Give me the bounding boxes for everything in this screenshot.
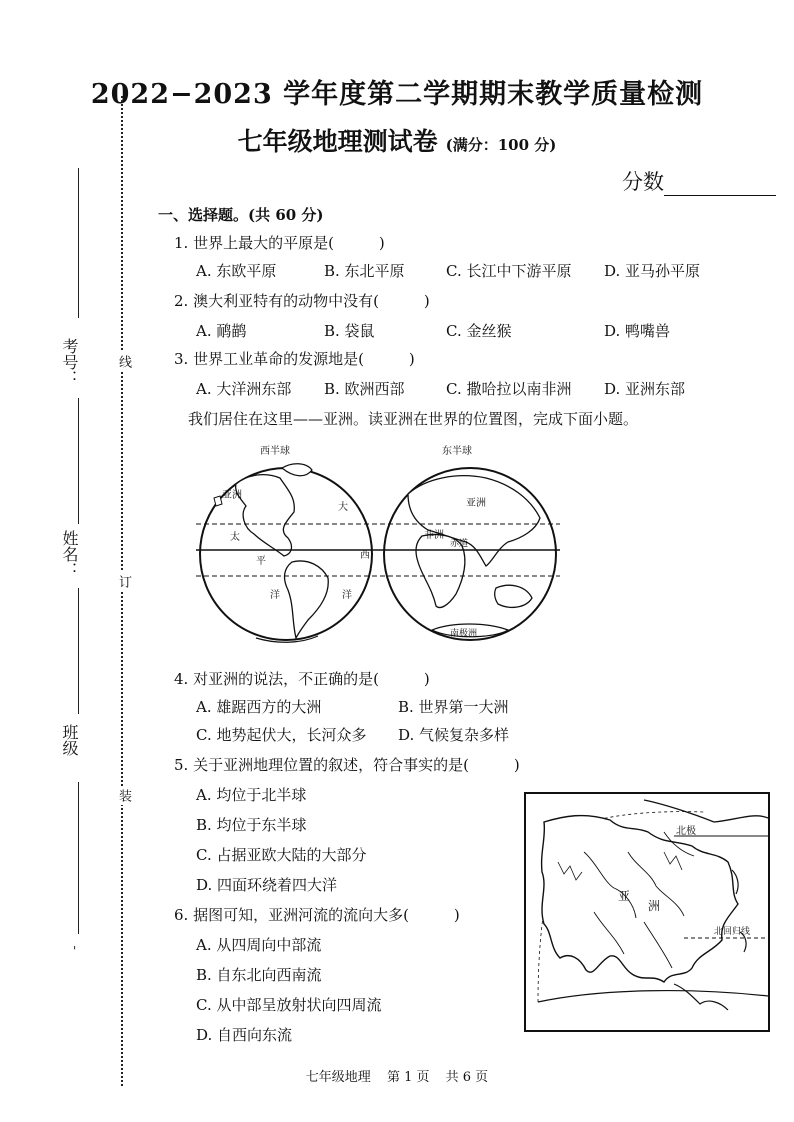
question-5-stem: 5. 关于亚洲地理位置的叙述，符合事实的是( ) bbox=[174, 756, 520, 774]
east-hemisphere bbox=[384, 468, 556, 640]
q3-option-b[interactable]: B. 欧洲西部 bbox=[324, 380, 405, 398]
bind-char-line: 线 bbox=[114, 352, 133, 371]
q5-option-c[interactable]: C. 占据亚欧大陆的大部分 bbox=[196, 846, 367, 864]
west-label-yang: 洋 bbox=[270, 590, 280, 601]
footer-subject: 七年级地理 bbox=[305, 1070, 371, 1085]
q2-option-c[interactable]: C. 金丝猴 bbox=[446, 322, 512, 340]
east-hemisphere-label: 东半球 bbox=[442, 446, 472, 457]
q6-option-d[interactable]: D. 自西向东流 bbox=[196, 1026, 293, 1044]
west-label-da: 大 bbox=[338, 502, 348, 513]
q2-option-d[interactable]: D. 鸭嘴兽 bbox=[604, 322, 671, 340]
asia-intro: 我们居住在这里——亚洲。读亚洲在世界的位置图，完成下面小题。 bbox=[188, 410, 639, 428]
q3-option-c[interactable]: C. 撒哈拉以南非洲 bbox=[446, 380, 572, 398]
east-label-asia: 亚洲 bbox=[466, 498, 486, 509]
east-label-antarctica: 南极洲 bbox=[450, 629, 478, 639]
subtitle-text: 七年级地理测试卷 bbox=[237, 127, 438, 156]
bind-char-bind: 装 bbox=[114, 786, 133, 805]
exam-no-blank-2[interactable] bbox=[78, 398, 79, 524]
east-label-africa: 非洲 bbox=[424, 530, 444, 541]
side-dot: ' bbox=[73, 944, 77, 958]
asia-label-tropic: 北回归线 bbox=[714, 927, 751, 937]
west-label-asia: 亚洲 bbox=[222, 490, 242, 501]
q6-option-c[interactable]: C. 从中部呈放射状向四周流 bbox=[196, 996, 382, 1014]
asia-map bbox=[524, 792, 770, 1032]
west-label-tai: 太 bbox=[230, 532, 240, 543]
section-heading: 一、选择题。(共 60 分) bbox=[158, 206, 324, 224]
q1-option-a[interactable]: A. 东欧平原 bbox=[196, 262, 277, 280]
class-label: 班级 bbox=[60, 724, 79, 756]
west-hemisphere-label: 西半球 bbox=[260, 446, 290, 457]
q4-option-d[interactable]: D. 气候复杂多样 bbox=[398, 726, 510, 744]
question-3-stem: 3. 世界工业革命的发源地是( ) bbox=[174, 350, 415, 368]
q2-option-b[interactable]: B. 袋鼠 bbox=[324, 322, 375, 340]
exam-title: 2022−2023 学年度第二学期期末教学质量检测 bbox=[90, 79, 704, 110]
q5-option-d[interactable]: D. 四面环绕着四大洋 bbox=[196, 876, 338, 894]
q1-option-b[interactable]: B. 东北平原 bbox=[324, 262, 405, 280]
name-blank[interactable] bbox=[78, 588, 79, 714]
score-field[interactable] bbox=[622, 166, 776, 196]
hemisphere-map bbox=[196, 438, 560, 656]
q1-option-d[interactable]: D. 亚马孙平原 bbox=[604, 262, 701, 280]
full-marks: (满分：100 分) bbox=[445, 136, 557, 154]
q3-option-a[interactable]: A. 大洋洲东部 bbox=[196, 380, 292, 398]
asia-label-ya: 亚 bbox=[618, 889, 631, 903]
score-blank[interactable] bbox=[664, 175, 776, 196]
footer-total: 共 6 页 bbox=[445, 1070, 489, 1085]
asia-label-zhou: 洲 bbox=[648, 899, 661, 913]
q2-option-a[interactable]: A. 鸸鹋 bbox=[196, 322, 247, 340]
question-1-stem: 1. 世界上最大的平原是( ) bbox=[174, 234, 385, 252]
asia-label-arctic: 北极 bbox=[676, 826, 696, 837]
bind-char-staple: 订 bbox=[114, 572, 133, 591]
binding-line bbox=[121, 96, 123, 1086]
class-blank[interactable] bbox=[78, 782, 79, 934]
q4-option-b[interactable]: B. 世界第一大洲 bbox=[398, 698, 509, 716]
east-label-equator: 赤道 bbox=[450, 539, 469, 549]
name-label: 姓名： bbox=[60, 530, 79, 578]
west-label-yang-2: 洋 bbox=[342, 590, 352, 601]
q6-option-b[interactable]: B. 自东北向西南流 bbox=[196, 966, 322, 984]
question-2-stem: 2. 澳大利亚特有的动物中没有( ) bbox=[174, 292, 430, 310]
q5-option-a[interactable]: A. 均位于北半球 bbox=[196, 786, 307, 804]
question-6-stem: 6. 据图可知，亚洲河流的流向大多( ) bbox=[174, 906, 460, 924]
west-label-ping: 平 bbox=[256, 556, 266, 567]
q5-option-b[interactable]: B. 均位于东半球 bbox=[196, 816, 307, 834]
question-4-stem: 4. 对亚洲的说法，不正确的是( ) bbox=[174, 670, 430, 688]
q6-option-a[interactable]: A. 从四周向中部流 bbox=[196, 936, 322, 954]
page-footer bbox=[0, 1066, 794, 1085]
west-label-xi: 西 bbox=[360, 550, 370, 561]
q4-option-a[interactable]: A. 雄踞西方的大洲 bbox=[196, 698, 322, 716]
exam-no-label: 考号： bbox=[60, 338, 79, 386]
q4-option-c[interactable]: C. 地势起伏大，长河众多 bbox=[196, 726, 367, 744]
exam-subtitle bbox=[0, 122, 794, 158]
score-label: 分数 bbox=[622, 170, 664, 194]
q3-option-d[interactable]: D. 亚洲东部 bbox=[604, 380, 686, 398]
exam-no-blank[interactable] bbox=[78, 168, 79, 318]
q1-option-c[interactable]: C. 长江中下游平原 bbox=[446, 262, 572, 280]
footer-page: 第 1 页 bbox=[386, 1070, 430, 1085]
